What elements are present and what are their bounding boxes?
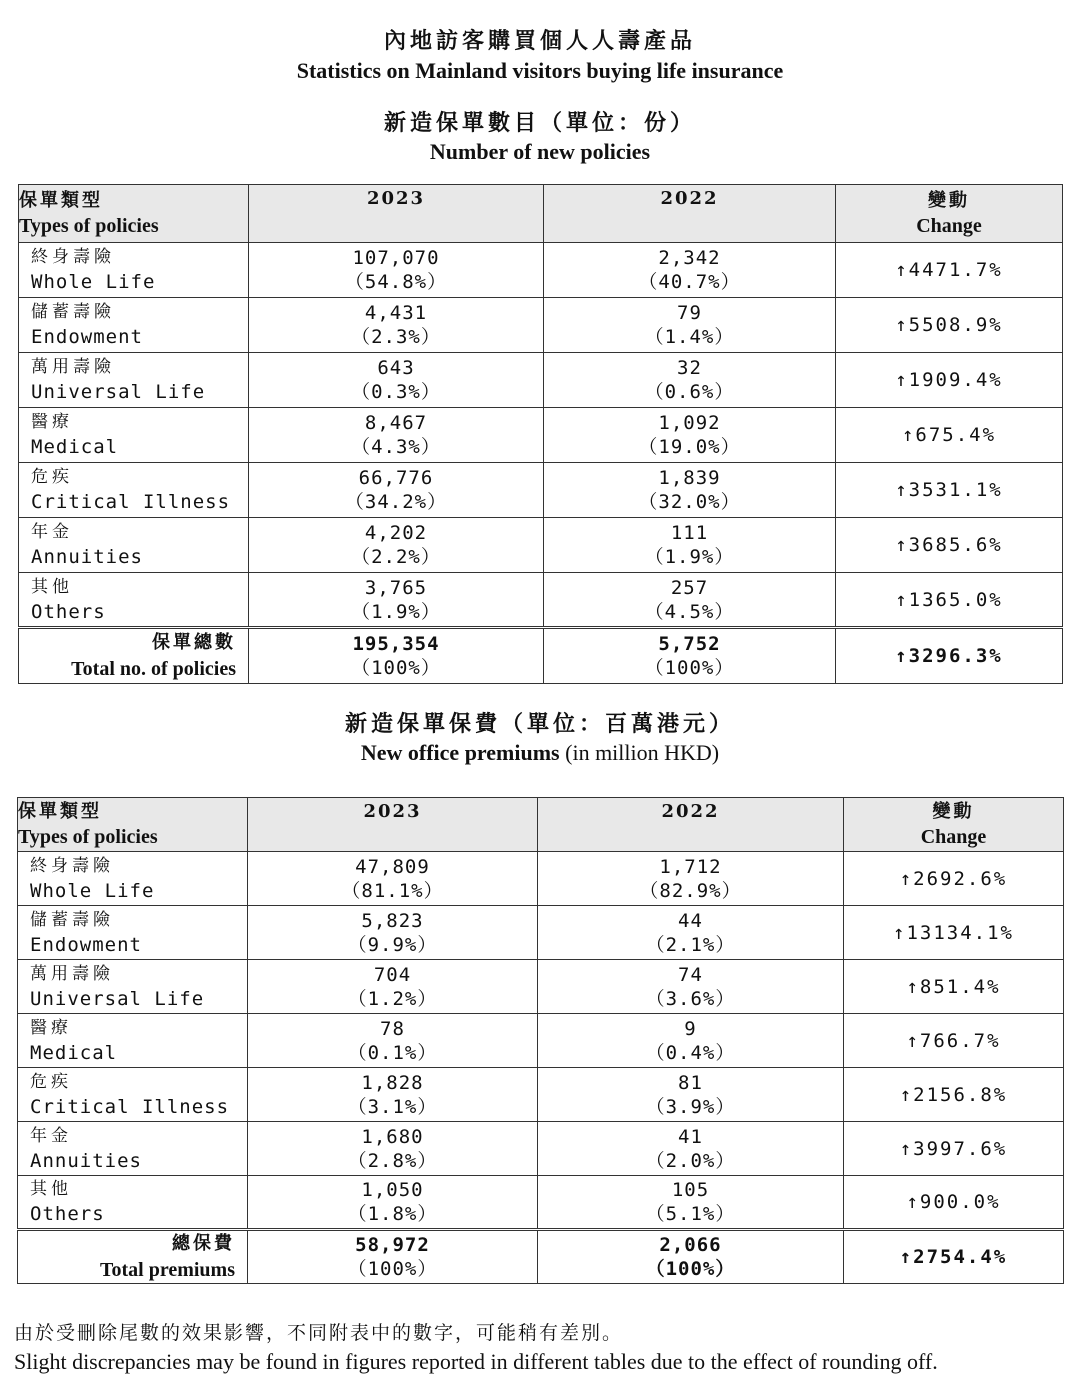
year-a-cell	[248, 906, 538, 960]
year-b-value: 9	[684, 1017, 697, 1040]
total-a-percent: （100%）	[351, 657, 441, 679]
change-header-en: Change	[916, 214, 982, 237]
policy-type-en: Universal Life	[30, 987, 205, 1010]
policy-type-zh: 終身壽險	[31, 247, 115, 267]
year-a-value: 4,202	[364, 522, 428, 544]
year-b-header	[544, 185, 836, 243]
policy-type-cell	[18, 1014, 248, 1068]
change-cell: ↑3531.1%	[836, 463, 1063, 518]
table-row	[19, 353, 1063, 408]
policy-type-en: Annuities	[31, 546, 143, 568]
policies-table	[18, 184, 1063, 684]
total-label-zh: 總保費	[172, 1233, 235, 1254]
policy-type-zh: 萬用壽險	[30, 963, 114, 984]
table-row	[19, 518, 1063, 573]
table2-title-zh: 新造保單保費（單位：百萬港元）	[344, 711, 735, 737]
year-a-percent: （34.2%）	[344, 491, 448, 513]
total-label	[18, 1230, 248, 1284]
year-a-cell	[248, 960, 538, 1014]
year-a-value: 78	[380, 1017, 405, 1040]
type-header-en: Types of policies	[19, 214, 159, 237]
year-b-percent: （5.1%）	[645, 1203, 736, 1225]
year-b-value: 1,839	[658, 467, 721, 489]
year-b-cell	[544, 298, 836, 353]
table-header-row	[18, 798, 1064, 852]
change-cell: ↑1909.4%	[836, 353, 1063, 408]
table-row	[18, 852, 1064, 906]
policy-type-en: Universal Life	[31, 381, 206, 403]
total-label-en: Total premiums	[99, 1259, 235, 1281]
year-b-percent: （3.9%）	[645, 1095, 736, 1118]
policy-type-cell	[19, 353, 249, 408]
table-row	[19, 408, 1063, 463]
total-year-b	[538, 1230, 844, 1284]
change-cell: ↑900.0%	[844, 1176, 1064, 1230]
year-a-value: 1,828	[361, 1071, 424, 1094]
year-a-percent: （2.2%）	[351, 546, 441, 568]
table-row	[18, 960, 1064, 1014]
year-a-value: 704	[373, 963, 412, 986]
year-a-cell	[248, 1122, 538, 1176]
year-b-value: 1,092	[658, 412, 721, 434]
year-b-cell	[538, 960, 844, 1014]
year-a-cell	[248, 852, 538, 906]
year-a-percent: （1.8%）	[347, 1203, 438, 1225]
table2-title-en-unit: (in million HKD)	[559, 740, 720, 765]
year-b-value: 44	[678, 909, 703, 932]
year-a-cell	[249, 298, 544, 353]
policy-type-cell	[18, 1176, 248, 1230]
policy-type-zh: 終身壽險	[30, 855, 114, 876]
year-b-value: 111	[670, 522, 709, 544]
year-a-header	[249, 185, 544, 243]
policy-type-cell	[19, 243, 249, 298]
year-a-cell	[249, 408, 544, 463]
year-a-percent: （54.8%）	[344, 271, 448, 293]
table-row	[18, 1122, 1064, 1176]
year-a-value: 1,050	[361, 1179, 424, 1201]
footnote-en: Slight discrepancies may be found in figures reported in different tables due to the effect of rounding off.	[14, 1349, 938, 1374]
year-a-value: 4,431	[364, 302, 428, 324]
total-label-en: Total no. of policies	[71, 658, 236, 680]
year-b-cell	[538, 1122, 844, 1176]
year-b-cell	[544, 408, 836, 463]
year-b-value: 74	[678, 963, 703, 986]
change-cell: ↑851.4%	[844, 960, 1064, 1014]
year-a-value: 5,823	[361, 909, 424, 932]
total-a-value: 58,972	[355, 1234, 430, 1256]
policy-type-cell	[19, 408, 249, 463]
year-a-cell	[248, 1176, 538, 1230]
year-b-value: 1,712	[659, 855, 722, 878]
year-b-cell	[544, 518, 836, 573]
year-b-value: 257	[670, 576, 709, 599]
year-b-cell	[538, 906, 844, 960]
year-a-cell	[249, 463, 544, 518]
change-header	[844, 798, 1064, 852]
table-row	[19, 463, 1063, 518]
year-b-cell	[538, 852, 844, 906]
total-label-zh: 保單總數	[152, 632, 236, 653]
year-a-percent: （2.8%）	[347, 1149, 438, 1172]
year-a-percent: （3.1%）	[347, 1095, 438, 1118]
year-b-header	[538, 798, 844, 852]
year-a-cell	[248, 1068, 538, 1122]
table2-title-en-bold: New office premiums	[360, 740, 560, 765]
total-a-value: 195,354	[352, 633, 440, 655]
total-year-a	[248, 1230, 538, 1284]
policy-type-en: Endowment	[30, 933, 142, 956]
year-a-percent: （0.1%）	[347, 1041, 438, 1064]
table-row	[19, 298, 1063, 353]
policy-type-cell	[18, 852, 248, 906]
year-b-value: 105	[671, 1179, 710, 1201]
policy-type-cell	[18, 1068, 248, 1122]
policy-type-zh: 危疾	[30, 1071, 72, 1092]
policy-type-zh: 醫療	[31, 412, 73, 432]
table1-title-zh: 新造保單數目（單位：份）	[383, 110, 696, 136]
policy-type-zh: 年金	[31, 522, 73, 542]
footnote-zh: 由於受刪除尾數的效果影響，不同附表中的數字，可能稍有差別。	[14, 1322, 624, 1344]
year-a-value: 47,809	[355, 855, 430, 878]
year-b-value: 41	[678, 1125, 703, 1148]
total-b-percent: （100%）	[644, 657, 735, 679]
table-row	[19, 573, 1063, 628]
year-a-percent: （81.1%）	[341, 879, 444, 902]
change-header-zh: 變動	[928, 189, 970, 211]
year-b-value: 32	[677, 357, 702, 379]
policy-type-en: Annuities	[30, 1149, 142, 1172]
policy-type-zh: 其他	[31, 576, 73, 597]
year-a-cell	[248, 1014, 538, 1068]
year-b-cell	[544, 353, 836, 408]
year-a-value: 107,070	[352, 247, 440, 269]
change-cell: ↑1365.0%	[836, 573, 1063, 628]
total-label	[19, 628, 249, 684]
policy-type-cell	[18, 906, 248, 960]
year-a-label: 2023	[366, 188, 426, 209]
change-cell: ↑5508.9%	[836, 298, 1063, 353]
policy-type-cell	[19, 298, 249, 353]
policy-type-zh: 危疾	[31, 467, 73, 487]
policy-type-en: Medical	[31, 436, 119, 458]
change-cell: ↑766.7%	[844, 1014, 1064, 1068]
year-b-cell	[544, 573, 836, 628]
policy-type-cell	[19, 573, 249, 628]
year-b-percent: （40.7%）	[638, 271, 741, 293]
year-b-percent: （19.0%）	[638, 436, 741, 458]
policy-type-en: Endowment	[31, 326, 143, 348]
year-b-percent: （82.9%）	[639, 879, 742, 902]
policy-type-cell	[19, 518, 249, 573]
year-a-cell	[249, 518, 544, 573]
year-b-label: 2022	[661, 801, 720, 822]
year-b-percent: （32.0%）	[638, 491, 741, 513]
total-change: ↑3296.3%	[836, 628, 1063, 684]
table-header-row	[19, 185, 1063, 243]
year-b-percent: （4.5%）	[644, 600, 735, 623]
year-b-cell	[538, 1068, 844, 1122]
table-row	[18, 1014, 1064, 1068]
change-cell: ↑13134.1%	[844, 906, 1064, 960]
table-row	[18, 1176, 1064, 1230]
change-cell: ↑3997.6%	[844, 1122, 1064, 1176]
year-a-label: 2023	[363, 801, 422, 822]
table2-title-en	[0, 740, 1080, 766]
year-b-cell	[544, 463, 836, 518]
policy-type-zh: 儲蓄壽險	[31, 302, 115, 322]
total-b-percent: （100%）	[645, 1258, 736, 1280]
total-a-percent: （100%）	[347, 1258, 438, 1280]
policy-type-zh: 其他	[30, 1179, 72, 1199]
year-b-percent: （2.1%）	[645, 933, 736, 956]
year-b-value: 2,342	[658, 247, 721, 269]
year-a-value: 8,467	[364, 412, 428, 434]
table-total-row	[18, 1230, 1064, 1284]
table-row	[18, 1068, 1064, 1122]
policy-type-cell	[19, 463, 249, 518]
policy-type-en: Whole Life	[31, 271, 156, 293]
year-b-percent: （1.4%）	[644, 326, 735, 348]
type-header	[18, 798, 248, 852]
year-a-percent: （4.3%）	[351, 436, 441, 458]
year-a-percent: （9.9%）	[347, 933, 438, 956]
change-header-en: Change	[920, 825, 987, 848]
main-title-en: Statistics on Mainland visitors buying life insurance	[296, 58, 784, 83]
year-a-percent: （0.3%）	[351, 381, 441, 403]
year-b-percent: （1.9%）	[644, 546, 735, 568]
table-total-row	[19, 628, 1063, 684]
change-cell: ↑2692.6%	[844, 852, 1064, 906]
policy-type-zh: 年金	[30, 1125, 72, 1146]
total-change: ↑2754.4%	[844, 1230, 1064, 1284]
change-header-zh: 變動	[932, 800, 975, 822]
year-b-cell	[544, 243, 836, 298]
year-b-value: 81	[678, 1071, 703, 1094]
policy-type-zh: 儲蓄壽險	[30, 909, 114, 930]
policy-type-en: Others	[31, 600, 106, 623]
policy-type-cell	[18, 960, 248, 1014]
policy-type-en: Critical Illness	[30, 1095, 230, 1118]
premiums-table	[17, 797, 1064, 1284]
year-a-value: 1,680	[361, 1125, 424, 1148]
change-cell: ↑2156.8%	[844, 1068, 1064, 1122]
year-b-percent: （2.0%）	[645, 1149, 736, 1172]
year-b-percent: （0.4%）	[645, 1041, 736, 1064]
type-header	[19, 185, 249, 243]
table-row	[19, 243, 1063, 298]
main-title-zh: 內地訪客購買個人人壽產品	[383, 28, 696, 54]
year-a-header	[248, 798, 538, 852]
year-a-cell	[249, 353, 544, 408]
year-b-label: 2022	[660, 188, 719, 209]
year-a-percent: （1.2%）	[347, 987, 438, 1010]
change-cell: ↑3685.6%	[836, 518, 1063, 573]
change-cell: ↑675.4%	[836, 408, 1063, 463]
year-a-percent: （2.3%）	[351, 326, 441, 348]
table-row	[18, 906, 1064, 960]
change-header	[836, 185, 1063, 243]
policy-type-cell	[18, 1122, 248, 1176]
total-year-a	[249, 628, 544, 684]
year-b-value: 79	[677, 302, 702, 324]
policy-type-zh: 醫療	[30, 1017, 72, 1038]
table1-title-en: Number of new policies	[429, 139, 651, 164]
policy-type-zh: 萬用壽險	[31, 357, 115, 377]
year-b-percent: （0.6%）	[644, 381, 735, 403]
total-year-b	[544, 628, 836, 684]
type-header-zh: 保單類型	[18, 800, 102, 822]
year-b-cell	[538, 1176, 844, 1230]
type-header-en: Types of policies	[18, 825, 158, 848]
year-a-value: 3,765	[364, 576, 428, 599]
policy-type-en: Medical	[30, 1041, 118, 1064]
policy-type-en: Critical Illness	[31, 491, 231, 513]
policy-type-en: Whole Life	[30, 879, 155, 902]
total-b-value: 5,752	[658, 633, 721, 655]
year-b-cell	[538, 1014, 844, 1068]
year-a-value: 643	[377, 357, 415, 379]
policy-type-en: Others	[30, 1203, 105, 1225]
year-a-cell	[249, 243, 544, 298]
change-cell: ↑4471.7%	[836, 243, 1063, 298]
type-header-zh: 保單類型	[19, 189, 103, 211]
year-a-percent: （1.9%）	[351, 600, 441, 623]
year-b-percent: （3.6%）	[645, 987, 736, 1010]
year-a-value: 66,776	[358, 467, 434, 489]
year-a-cell	[249, 573, 544, 628]
total-b-value: 2,066	[659, 1234, 722, 1256]
